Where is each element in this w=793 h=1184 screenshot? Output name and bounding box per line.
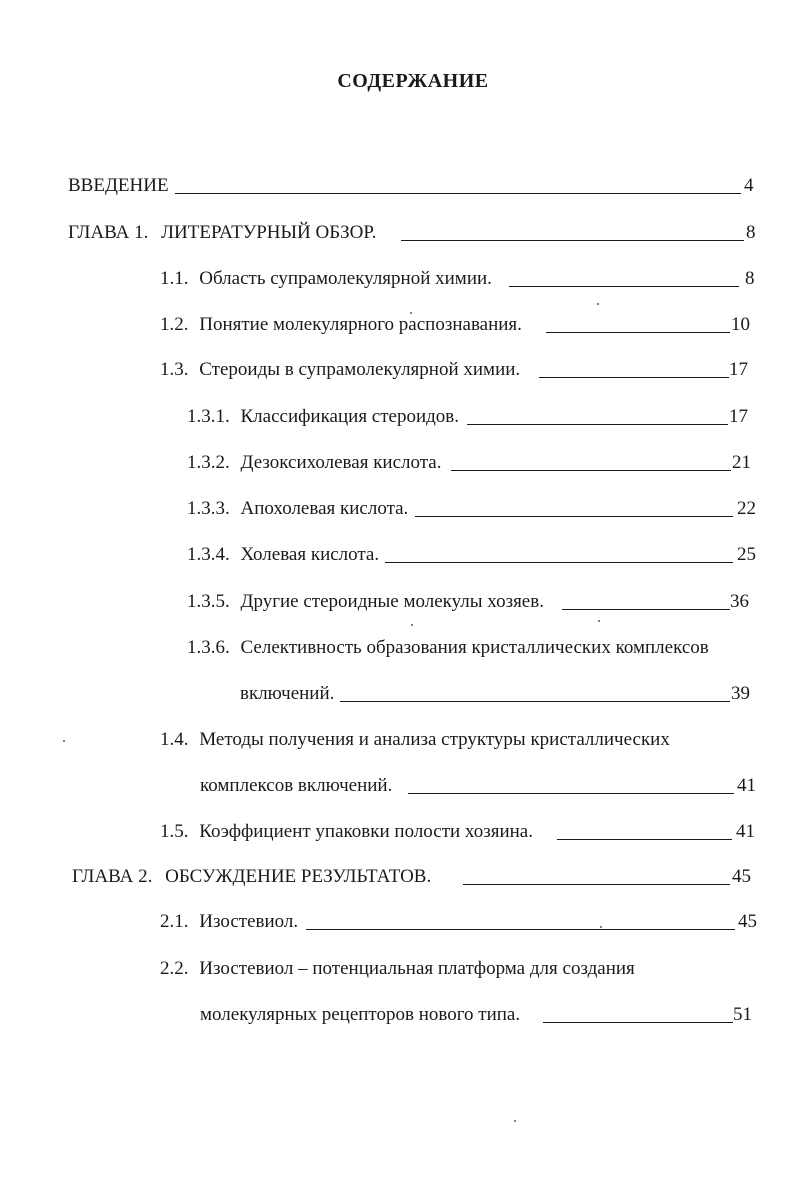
leader-line — [467, 424, 728, 425]
toc-entry-title: Холевая кислота. — [240, 544, 380, 565]
toc-page-number: 8 — [745, 268, 755, 289]
toc-entry-number: 1.5. — [160, 821, 189, 842]
toc-page-number: 45 — [732, 866, 751, 887]
toc-entry — [160, 820, 780, 844]
leader-line — [385, 562, 733, 563]
scan-speck — [410, 312, 412, 314]
toc-entry-title-cont: включений. — [240, 683, 335, 704]
toc-page-number: 22 — [737, 498, 756, 519]
toc-entry — [160, 267, 770, 291]
toc-entry-number: 1.3.2. — [187, 452, 230, 473]
leader-line — [408, 793, 734, 794]
leader-line — [509, 286, 739, 287]
scan-speck — [411, 624, 413, 626]
toc-page-number: 25 — [737, 544, 756, 565]
toc-page-number: 41 — [736, 821, 755, 842]
leader-line — [175, 193, 741, 194]
toc-entry — [187, 590, 777, 614]
toc-entry-title: ВВЕДЕНИЕ — [68, 175, 169, 196]
toc-entry-title: Коэффициент упаковки полости хозяина. — [199, 821, 533, 842]
toc-entry-number: 1.1. — [160, 268, 189, 289]
toc-entry-number: 1.3. — [160, 359, 189, 380]
toc-entry-title: Селективность образования кристаллических комплексов — [240, 637, 709, 658]
scan-speck — [600, 926, 602, 928]
toc-entry-title: Изостевиол. — [199, 911, 299, 932]
leader-line — [415, 516, 733, 517]
toc-entry-title: Апохолевая кислота. — [240, 498, 409, 519]
toc-entry — [160, 728, 670, 752]
toc-entry — [187, 451, 777, 475]
leader-line — [539, 377, 729, 378]
toc-entry — [187, 636, 709, 660]
toc-entry-number: 1.3.1. — [187, 406, 230, 427]
toc-entry-number: 2.2. — [160, 958, 189, 979]
toc-entry-title: Изостевиол – потенциальная платформа для создания — [199, 958, 635, 979]
toc-entry-title: ОБСУЖДЕНИЕ РЕЗУЛЬТАТОВ. — [165, 866, 432, 887]
toc-entry-continuation — [240, 682, 770, 706]
toc-page-number: 17 — [729, 359, 748, 380]
toc-page-number: 17 — [729, 406, 748, 427]
toc-entry — [72, 865, 772, 889]
leader-line — [451, 470, 731, 471]
toc-entry-title: Методы получения и анализа структуры кристаллических — [199, 729, 670, 750]
toc-entry — [187, 405, 777, 429]
leader-line — [543, 1022, 733, 1023]
leader-line — [340, 701, 730, 702]
leader-line — [401, 240, 744, 241]
toc-entry-number: ГЛАВА 1. — [68, 222, 149, 243]
toc-entry-number: 1.3.4. — [187, 544, 230, 565]
toc-entry — [68, 221, 768, 245]
toc-entry-number: 1.3.5. — [187, 591, 230, 612]
toc-entry — [160, 910, 780, 934]
leader-line — [562, 609, 730, 610]
toc-page-number: 45 — [738, 911, 757, 932]
toc-entry — [160, 957, 635, 981]
toc-entry-title: Дезоксихолевая кислота. — [240, 452, 442, 473]
toc-entry — [187, 543, 777, 567]
leader-line — [306, 929, 735, 930]
toc-entry-title: Классификация стероидов. — [240, 406, 460, 427]
toc-entry-title: Область супрамолекулярной химии. — [199, 268, 492, 289]
toc-entry-title-cont: комплексов включений. — [200, 775, 393, 796]
page-title: СОДЕРЖАНИЕ — [337, 70, 489, 92]
toc-entry — [187, 497, 777, 521]
toc-entry-number: 2.1. — [160, 911, 189, 932]
toc-page-number: 51 — [733, 1004, 752, 1025]
toc-entry — [160, 358, 780, 382]
toc-entry-title: Другие стероидные молекулы хозяев. — [240, 591, 544, 612]
scan-speck — [514, 1120, 516, 1122]
toc-entry-title-cont: молекулярных рецепторов нового типа. — [200, 1004, 521, 1025]
toc-entry-title: Понятие молекулярного распознавания. — [199, 314, 522, 335]
toc-entry-number: 1.3.3. — [187, 498, 230, 519]
toc-entry-continuation — [200, 774, 770, 798]
toc-entry-number: 1.3.6. — [187, 637, 230, 658]
leader-line — [557, 839, 732, 840]
toc-page-number: 21 — [732, 452, 751, 473]
toc-page-number: 8 — [746, 222, 756, 243]
toc-entry-number: ГЛАВА 2. — [72, 866, 153, 887]
toc-entry — [160, 313, 780, 337]
toc-page-number: 10 — [731, 314, 750, 335]
toc-entry-number: 1.2. — [160, 314, 189, 335]
toc-page-number: 36 — [730, 591, 749, 612]
toc-entry-title: Стероиды в супрамолекулярной химии. — [199, 359, 521, 380]
toc-entry-title: ЛИТЕРАТУРНЫЙ ОБЗОР. — [161, 222, 377, 243]
scan-speck — [597, 303, 599, 305]
toc-entry — [68, 174, 758, 198]
toc-page-number: 41 — [737, 775, 756, 796]
toc-page-number: 39 — [731, 683, 750, 704]
scan-speck — [598, 620, 600, 622]
toc-page-number: 4 — [744, 175, 754, 196]
leader-line — [546, 332, 730, 333]
scan-speck — [63, 740, 65, 742]
toc-entry-number: 1.4. — [160, 729, 189, 750]
leader-line — [463, 884, 730, 885]
toc-entry-continuation — [200, 1003, 770, 1027]
